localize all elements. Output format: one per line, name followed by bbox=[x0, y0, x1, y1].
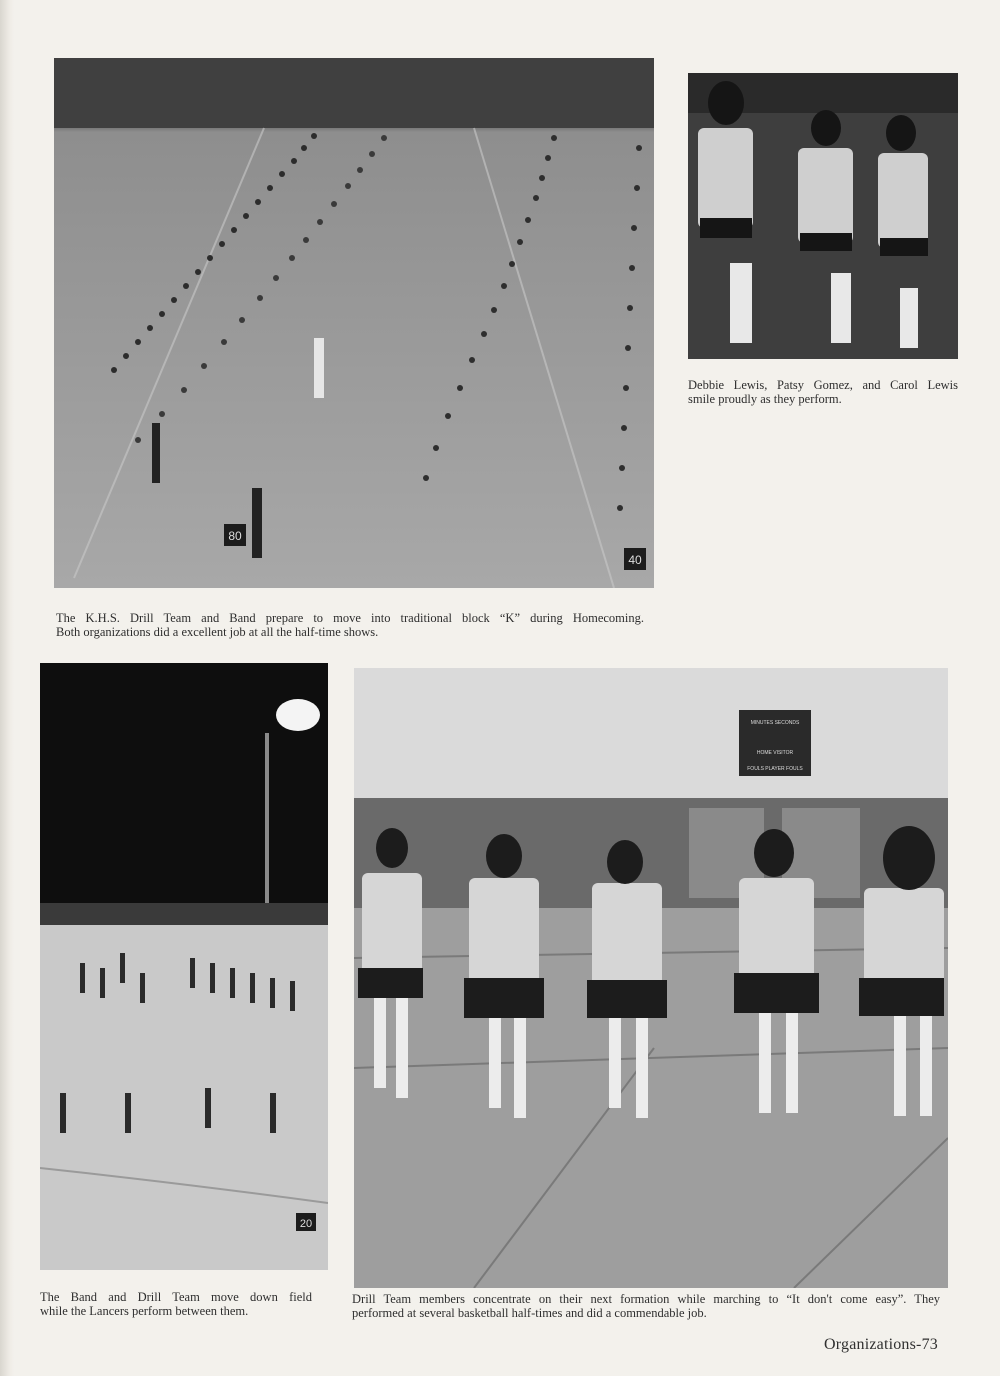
caption-top-left bbox=[56, 611, 644, 639]
scoreboard-bottom-text: FOULS PLAYER FOULS bbox=[747, 766, 803, 772]
three-drill-team-members-photo bbox=[688, 73, 958, 359]
scoreboard-top-text: MINUTES SECONDS bbox=[750, 720, 800, 726]
caption-bottom-left-line1: The Band and Drill Team move down field bbox=[40, 1290, 312, 1304]
caption-bottom-right-line1: Drill Team members concentrate on their next formation while marching to “It don't come easy”. They bbox=[352, 1292, 940, 1306]
caption-bottom-right bbox=[352, 1292, 940, 1320]
yard-marker-40: 40 bbox=[628, 553, 642, 567]
caption-bottom-left-line2: while the Lancers perform between them. bbox=[40, 1304, 249, 1318]
page-folio: Organizations-73 bbox=[824, 1336, 938, 1353]
page-spine-shadow bbox=[0, 0, 14, 1376]
caption-top-right bbox=[688, 378, 958, 406]
caption-top-right-line1: Debbie Lewis, Patsy Gomez, and Carol Lewis bbox=[688, 378, 958, 392]
football-field-photo bbox=[54, 58, 654, 588]
yard-marker-80: 80 bbox=[228, 529, 242, 543]
scoreboard-mid-text: HOME VISITOR bbox=[756, 750, 794, 756]
gym-drill-team-photo bbox=[354, 668, 948, 1288]
caption-top-left-line1: The K.H.S. Drill Team and Band prepare to move into traditional block “K” during Homecoming. bbox=[56, 611, 644, 625]
caption-bottom-right-line2: performed at several basketball half-times and did a commendable job. bbox=[352, 1306, 707, 1320]
yard-marker-20: 20 bbox=[299, 1218, 313, 1230]
caption-top-right-line2: smile proudly as they perform. bbox=[688, 392, 842, 406]
caption-bottom-left bbox=[40, 1290, 312, 1318]
caption-top-left-line2: Both organizations did a excellent job at all the half-time shows. bbox=[56, 625, 379, 639]
night-field-photo bbox=[40, 663, 328, 1270]
